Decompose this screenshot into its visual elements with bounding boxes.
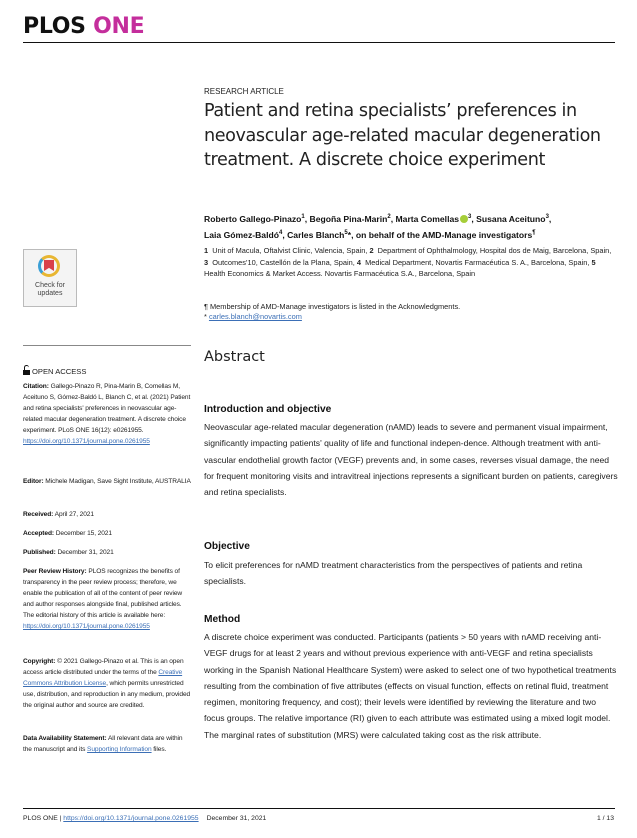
footer-doi-link[interactable]: https://doi.org/10.1371/journal.pone.0261955 <box>63 815 199 822</box>
published-date: Published: December 31, 2021 <box>23 549 114 556</box>
open-access-label: OPEN ACCESS <box>23 367 86 376</box>
section-text-introduction: Neovascular age-related macular degeneration (nAMD) leads to severe and permanent visual impairment, significantly impacting patients' quality of life and functional indepen-dence. Although treatment with anti- vascular endothelial growth factor (VEGF) prevents and, in some cases, reverses visual damage, the need for frequent monitoring visits and intravitreal injections represents a significant burden on patients, caregivers and retina specialists. <box>204 422 618 498</box>
copyright: Copyright: © 2021 Gallego-Pinazo et al. This is an open access article distributed under the terms of the Creative Commons Attribution License, which permits unrestricted use, distribution, and reproduction in any medium, provided the original author and source are credited. <box>23 658 191 709</box>
membership-note: ¶ Membership of AMD-Manage investigators is listed in the Acknowledgments. <box>204 302 461 311</box>
citation-doi-link[interactable]: https://doi.org/10.1371/journal.pone.0261955 <box>23 438 150 445</box>
section-heading-objective: Objective <box>204 541 250 552</box>
email-link[interactable]: carles.blanch@novartis.com <box>208 312 302 321</box>
peer-review-link[interactable]: https://doi.org/10.1371/journal.pone.0261955 <box>23 623 150 630</box>
abstract-heading: Abstract <box>204 349 265 365</box>
header-rule <box>23 42 615 43</box>
author-group: on behalf of the AMD-Manage investigators <box>355 229 533 240</box>
author-list: Roberto Gallego-Pinazo$^1$, Begoña Pina-Marin$^2$, Marta Comellas $^3$, Susana Aceituno$^3$, Laia Gómez-Baldó$^4$, Carles Blanch$^5$*, on behalf of the AMD-Manage investigators¶ <box>204 213 552 240</box>
accepted-date: Accepted: December 15, 2021 <box>23 530 112 537</box>
author[interactable]: Laia Gómez-Baldó$^4$ <box>204 229 283 240</box>
author[interactable]: Roberto Gallego-Pinazo$^1$ <box>204 213 305 224</box>
author[interactable]: Susana Aceituno$^3$ <box>476 213 549 224</box>
page-number: 1 / 13 <box>596 815 614 822</box>
supporting-info-link[interactable]: Supporting Information <box>87 746 152 753</box>
article-type: RESEARCH ARTICLE <box>204 87 284 96</box>
logo-plos: PLOS <box>23 14 86 39</box>
author[interactable]: Marta Comellas $^3$ <box>395 213 472 224</box>
author[interactable]: Begoña Pina-Marin$^2$ <box>309 213 391 224</box>
editor: Editor: Michele Madigan, Save Sight Institute, AUSTRALIA <box>23 478 191 485</box>
data-availability: Data Availability Statement: All relevant data are within the manuscript and its Supporting Information files. <box>23 735 183 753</box>
footer-date: December 31, 2021 <box>206 815 267 822</box>
peer-review-history: Peer Review History: PLOS recognizes the benefits of transparency in the peer review process; therefore, we enable the publication of all of the content of peer review and author responses alongside final, published articles. The editorial history of this article is available here: https://doi.org/10.1371/journal.pone.0261955 <box>23 568 183 630</box>
plos-one-logo <box>23 14 144 40</box>
citation: Citation: Gallego-Pinazo R, Pina-Marin B, Comellas M, Aceituno S, Gómez-Baldó L, Blanch C, et al. (2021) Patient and retina specialists' preferences in neovascular age-related macular degeneration treatment. A discrete choice experiment. PLoS ONE 16(12): e0261955. https://doi.org/10.1371/journal.pone.0261955 <box>23 383 191 445</box>
section-text-objective: To elicit preferences for nAMD treatment characteristics from the perspectives of patients and retina specialists. <box>204 560 583 587</box>
check-for-updates-badge[interactable]: Check for updates <box>23 249 77 307</box>
received-date: Received: April 27, 2021 <box>23 511 94 518</box>
orcid-icon[interactable] <box>460 215 468 223</box>
footer: PLOS ONE | https://doi.org/10.1371/journal.pone.0261955 December 31, 2021 <box>23 815 267 822</box>
sidebar-rule <box>23 345 191 346</box>
section-heading-method: Method <box>204 614 241 625</box>
corresponding-email: * carles.blanch@novartis.com <box>204 312 302 321</box>
section-heading-introduction: Introduction and objective <box>204 404 332 415</box>
article-title: Patient and retina specialists’ preferences in neovascular age-related macular degeneration treatment. A discrete choice experiment <box>204 101 601 170</box>
license-link[interactable]: Creative Commons Attribution License <box>23 669 183 687</box>
section-text-method: A discrete choice experiment was conducted. Participants (patients > 50 years with nAMD receiving anti-VEGF drugs for at least 2 years and without previous experience with anti-VEGF and retina specialists working in the Spanish National Healthcare System) were asked to select one of two hypothetical treatments resulting from the combination of five attributes (effects on visual function, effects on retinal fluid, treatment regimen, monitoring frequency, and cost); their levels were identified by reviewing the literature and two focus groups. The relative importance (RI) given to each attribute was estimated using a mixed logit model. The marginal rates of substitution (MRS) were calculated taking cost as the risk attribute. <box>204 632 617 740</box>
logo-one: ONE <box>93 14 145 39</box>
affiliations: 1 Unit of Macula, Oftalvist Clinic, Valencia, Spain, 2 Department of Ophthalmology, Hospital dos de Maig, Barcelona, Spain, 3 Outcomes’10, Castellón de la Plana, Spain, 4 Medical Department, Novartis Farmacéutica S. A., Barcelona, Spain, 5 Health Economics & Market Access. Novartis Farmacéutica S.A., Barcelona, Spain <box>204 246 612 278</box>
author[interactable]: Carles Blanch$^5$ <box>287 229 348 240</box>
footer-rule <box>23 808 615 809</box>
open-lock-icon <box>23 370 30 375</box>
